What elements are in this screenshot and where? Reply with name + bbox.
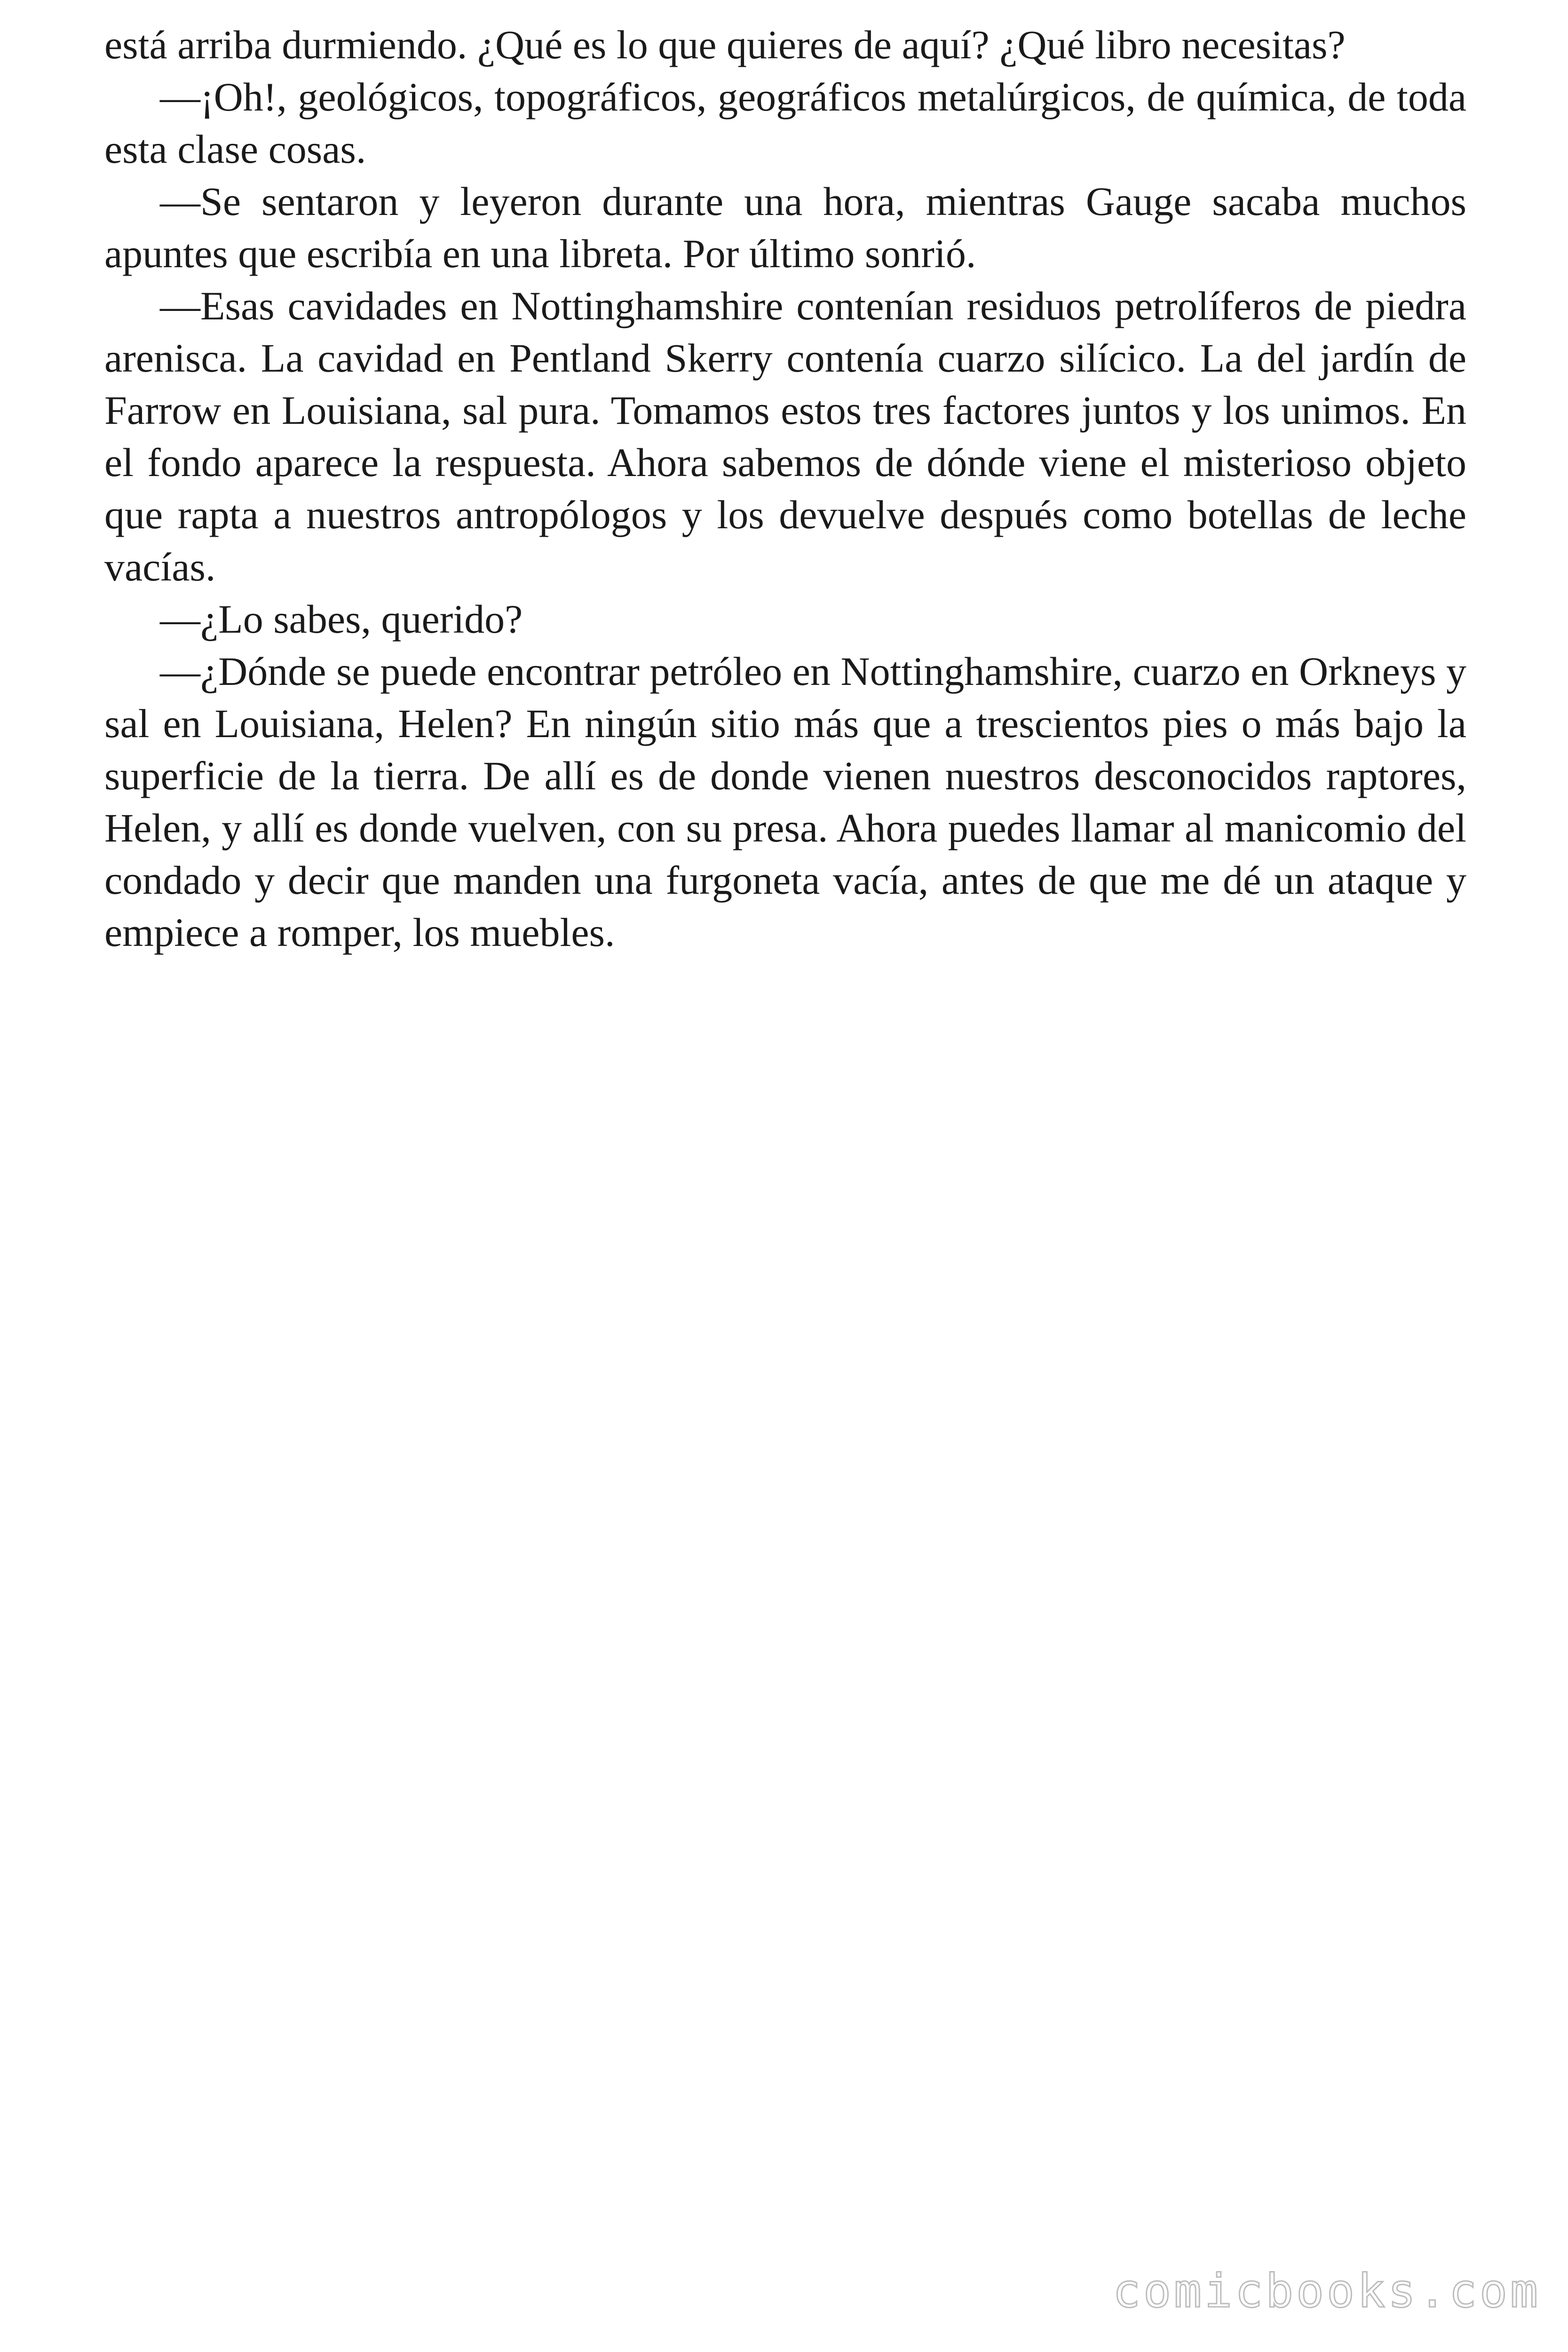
paragraph-dialogue: —Se sentaron y leyeron durante una hora, mientras Gauge sacaba muchos apuntes que escribía en una libreta. Por último sonrió. <box>104 179 1466 276</box>
document-body <box>104 19 1466 959</box>
paragraph-dialogue: —¿Dónde se puede encontrar petróleo en Nottinghamshire, cuarzo en Orkneys y sal en Louisiana, Helen? En ningún sitio más que a trescientos pies o más bajo la superficie de la tierra. De allí es de donde vienen nuestros desconocidos raptores, Helen, y allí es donde vuelven, con su presa. Ahora puedes llamar al manicomio del condado y decir que manden una furgoneta vacía, antes de que me dé un ataque y empiece a romper, los muebles. <box>104 649 1466 955</box>
paragraph-continuation: está arriba durmiendo. ¿Qué es lo que quieres de aquí? ¿Qué libro necesitas? <box>104 22 1346 67</box>
paragraph-dialogue: —¿Lo sabes, querido? <box>160 596 523 642</box>
paragraph-dialogue: —¡Oh!, geológicos, topográficos, geográficos metalúrgicos, de química, de toda esta clase cosas. <box>104 74 1466 172</box>
watermark-logo: comicbooks.com <box>1112 2265 1541 2318</box>
paragraph-dialogue: —Esas cavidades en Nottinghamshire contenían residuos petrolíferos de piedra arenisca. La cavidad en Pentland Skerry contenía cuarzo silícico. La del jardín de Farrow en Louisiana, sal pura. Tomamos estos tres factores juntos y los unimos. En el fondo aparece la respuesta. Ahora sabemos de dónde viene el misterioso objeto que rapta a nuestros antropólogos y los devuelve después como botellas de leche vacías. <box>104 283 1466 589</box>
